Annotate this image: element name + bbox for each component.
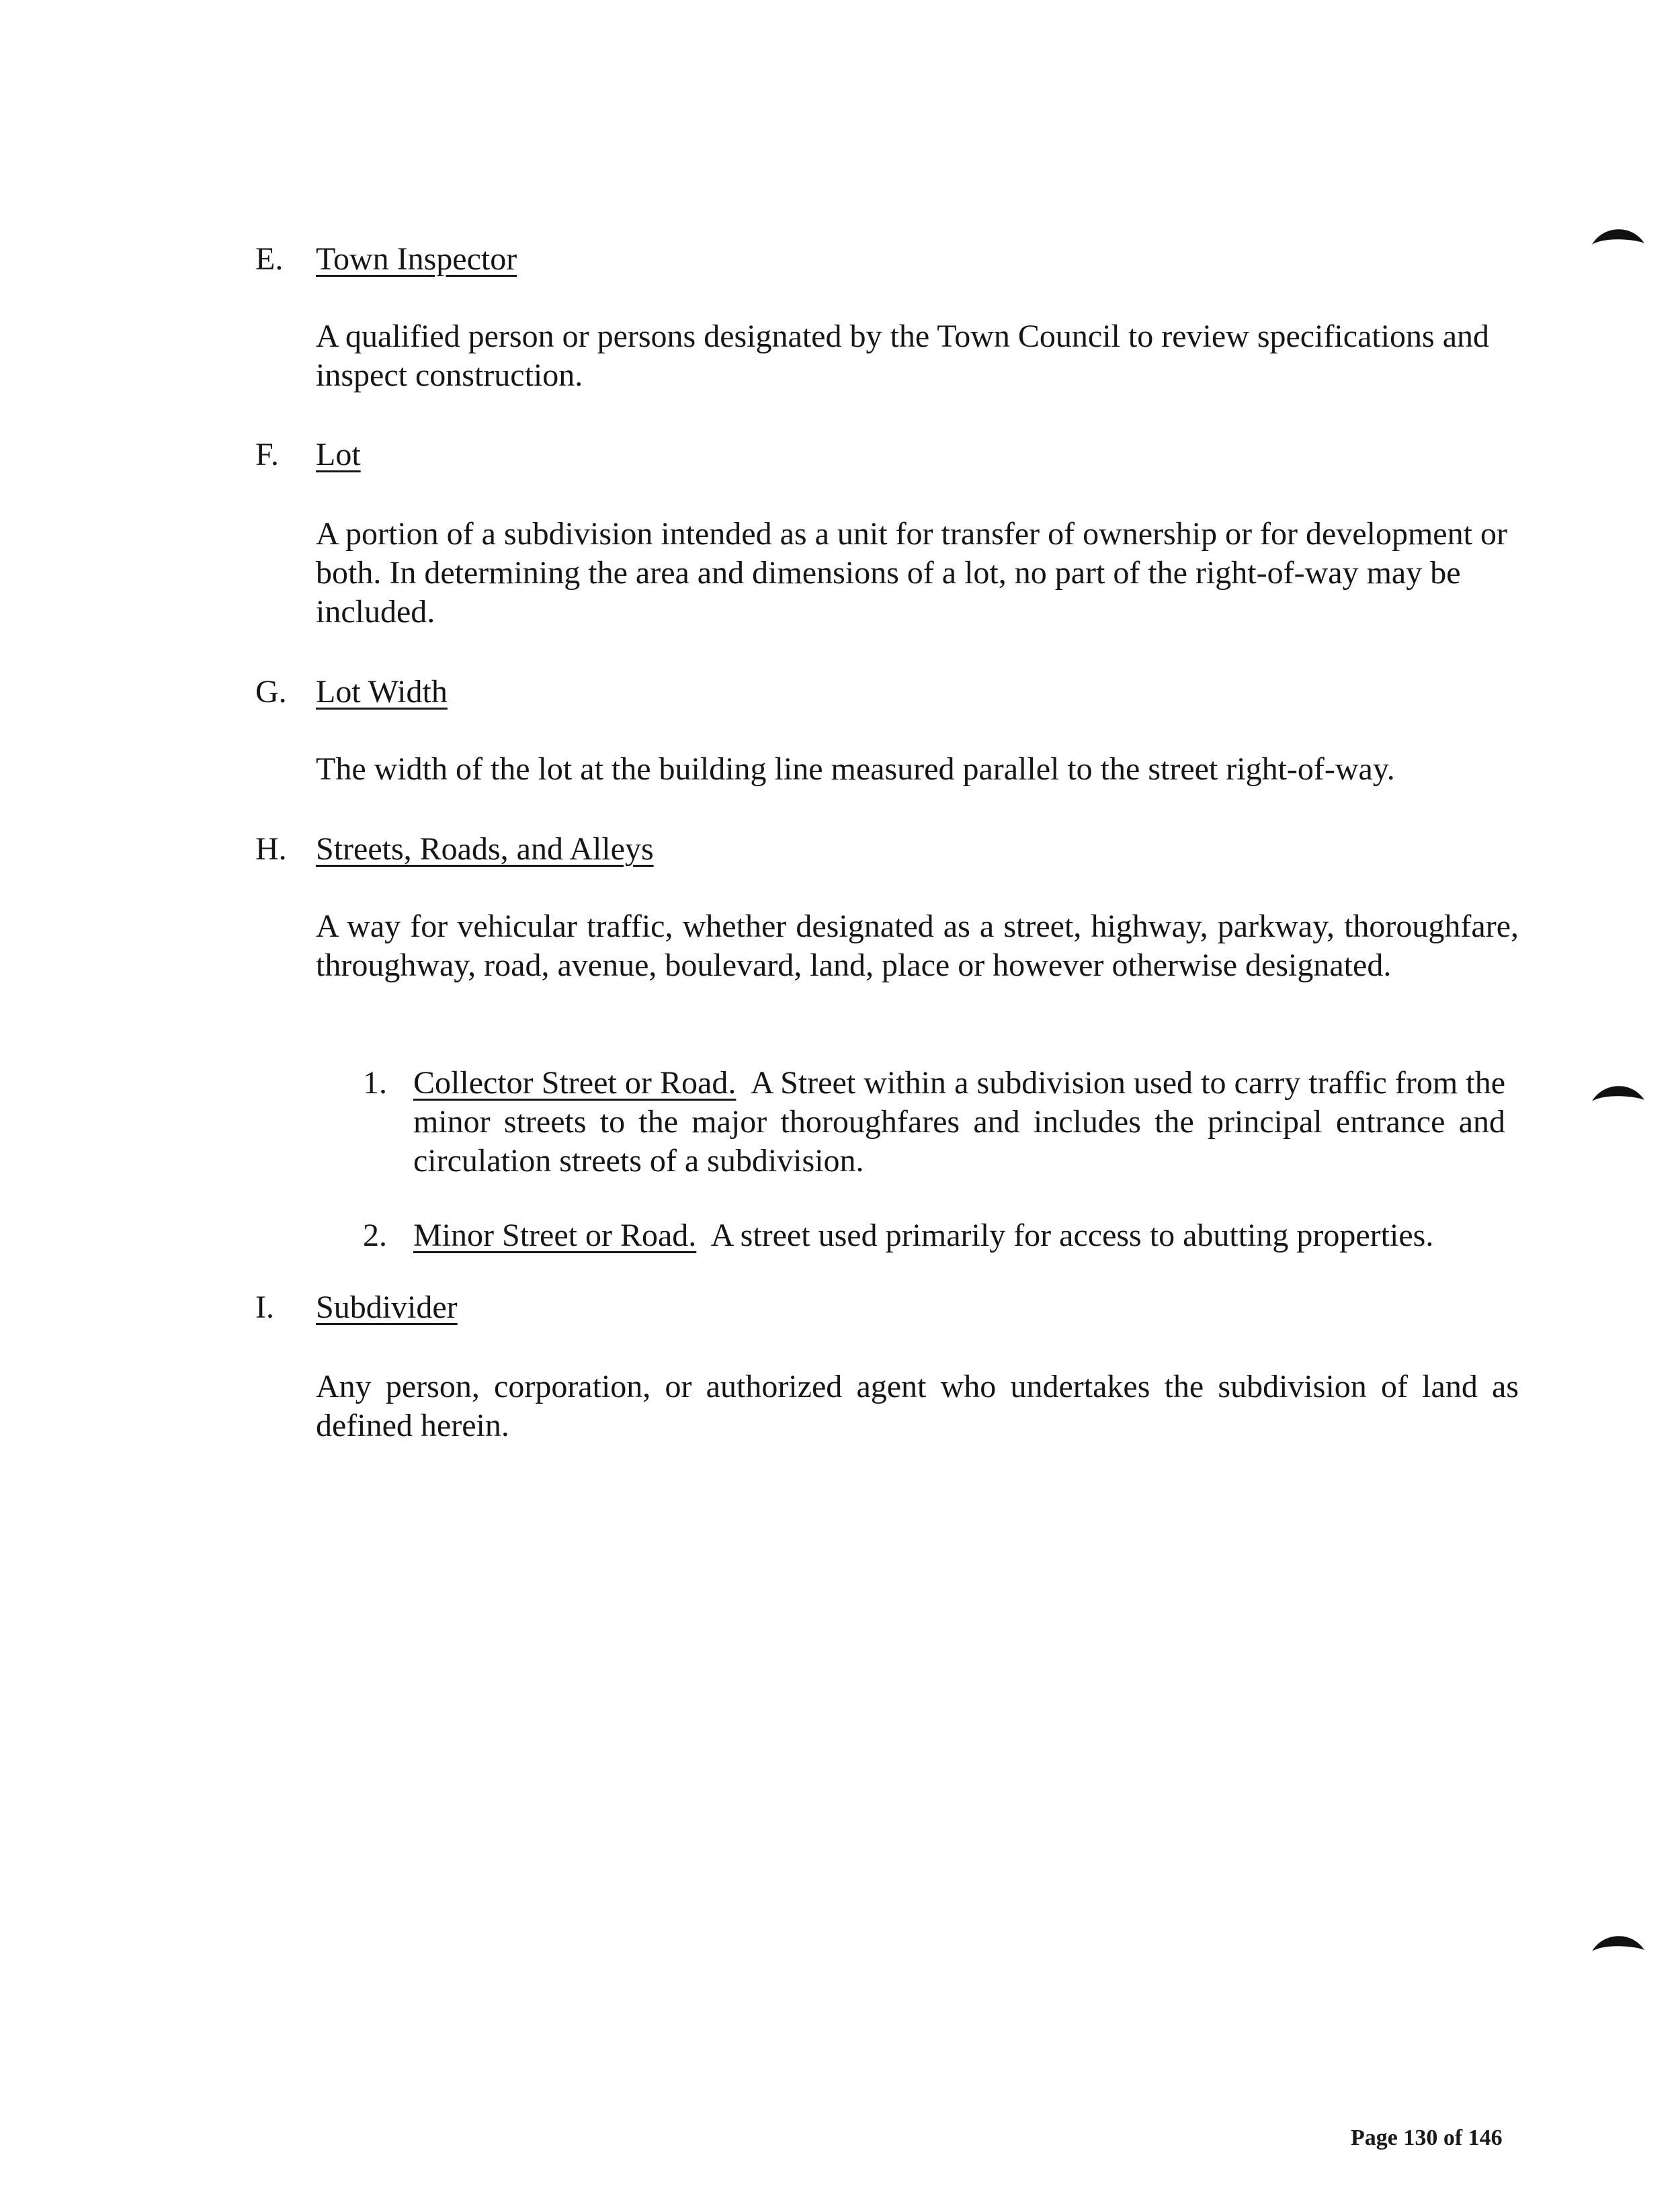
section-letter: H.	[255, 831, 287, 867]
section-body: Any person, corporation, or authorized agent who undertakes the subdivision of land as defined herein.	[316, 1369, 1519, 1443]
section-heading: Lot	[316, 437, 361, 472]
section-heading: Town Inspector	[316, 241, 517, 277]
punch-hole-mark	[1589, 222, 1647, 249]
list-item-number: 2.	[363, 1218, 387, 1253]
section-letter: F.	[255, 437, 279, 472]
list-item-body	[413, 1064, 1505, 1181]
section-letter: I.	[255, 1289, 274, 1325]
punch-hole-mark	[1589, 1078, 1647, 1105]
list-item-title: Minor Street or Road.	[413, 1218, 697, 1253]
list-item-title: Collector Street or Road.	[413, 1065, 737, 1101]
section-heading: Streets, Roads, and Alleys	[316, 831, 654, 867]
section-heading: Lot Width	[316, 674, 448, 710]
page-number: Page 130 of 146	[1351, 2125, 1503, 2150]
section-body: The width of the lot at the building line measured parallel to the street right-of-way.	[316, 751, 1395, 787]
punch-hole-mark	[1589, 1929, 1647, 1955]
list-item-text: A street used primarily for access to abutting properties.	[710, 1218, 1434, 1253]
section-heading: Subdivider	[316, 1289, 458, 1325]
list-item-body	[413, 1216, 1505, 1255]
section-letter: E.	[255, 241, 284, 277]
list-item-number: 1.	[363, 1065, 387, 1101]
section-body: A portion of a subdivision intended as a unit for transfer of ownership or for development or both. In determining the area and dimensions of a lot, no part of the right-of-way may be included.	[316, 516, 1507, 630]
section-body: A way for vehicular traffic, whether designated as a street, highway, parkway, thoroughfare, throughway, road, avenue, boulevard, land, place or however otherwise designated.	[316, 908, 1519, 983]
section-body: A qualified person or persons designated by the Town Council to review specifications and inspect construction.	[316, 319, 1490, 393]
list-item-text: A Street within a subdivision used to carry traffic from the minor streets to the major thoroughfares and includes the principal entrance and circulation streets of a subdivision.	[413, 1065, 1505, 1179]
section-letter: G.	[255, 674, 287, 710]
